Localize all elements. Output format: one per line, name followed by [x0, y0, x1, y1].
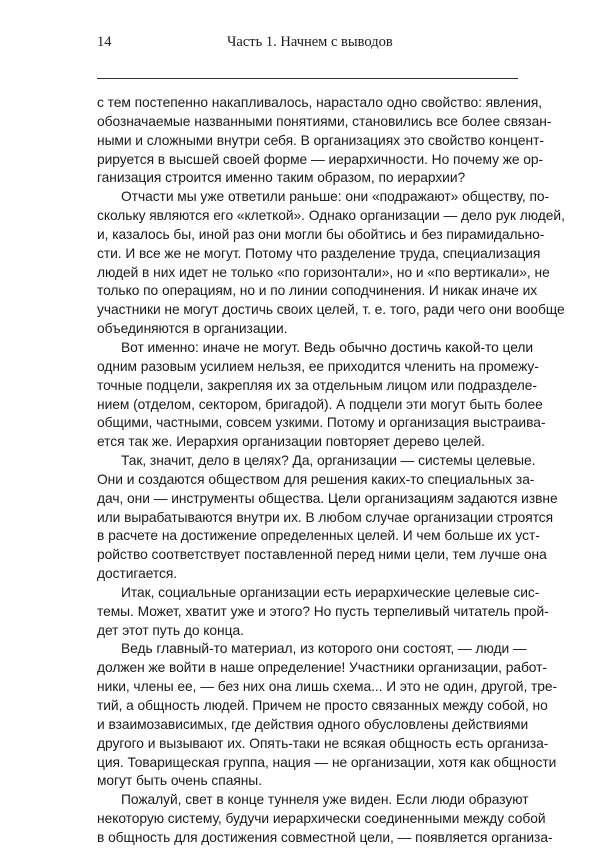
paragraph [97, 640, 558, 791]
text-line: Они и создаются обществом для решения каких-то специальных за- [97, 471, 535, 487]
text-line: тий, а общность людей. Причем не просто связанных между собой, но [97, 698, 548, 713]
text-line: сти. И все же не могут. Потому что разделение труда, специализация [97, 245, 541, 261]
text-line: некоторую систему, будучи иерархически соединенными между собой [97, 811, 546, 827]
paragraph [97, 791, 553, 848]
text-line: Итак, социальные организации есть иерархические целевые сис- [121, 584, 540, 600]
book-page [97, 30, 565, 845]
text-line: и взаимозависимых, где действия одного обусловлены действиями [97, 716, 529, 732]
text-line: ется так же. Иерархия организации повторяет дерево целей. [97, 434, 485, 450]
text-line: ганизация строится именно таким образом, по иерархии? [97, 170, 466, 186]
text-line: в расчете на достижение определенных целей. И чем больше их уст- [97, 528, 540, 544]
text-line: ройство соответствует поставленной перед ними цели, тем лучше она [97, 547, 547, 563]
text-line: участники не могут достичь своих целей, т. е. того, ради чего они вообще [97, 302, 565, 318]
text-line: ными и сложными внутри себя. В организациях это свойство концент- [97, 132, 544, 148]
paragraph [97, 339, 546, 452]
text-line: должен же войти в наше определение! Участники организации, работ- [97, 660, 547, 676]
text-line: Так, значит, дело в целях? Да, организации — системы целевые. [121, 453, 536, 469]
text-line: дач, они — инструменты общества. Цели организациям задаются извне [97, 490, 558, 506]
text-line: скольку являются его «клеткой». Однако организации — дело рук людей, [97, 208, 565, 224]
text-line: обозначаемые названными понятиями, становились все более связан- [97, 113, 552, 129]
text-line: только по операциям, но и по линии соподчинения. И никак иначе их [97, 283, 538, 299]
text-line: Пожалуй, свет в конце туннеля уже виден. Если люди образуют [121, 792, 529, 808]
text-line: Ведь главный-то материал, из которого они состоят, — люди — [121, 641, 527, 657]
text-line: темы. Может, хватит уже и этого? Но пусть терпеливый читатель прой- [97, 603, 549, 619]
text-line: другого и вызывают их. Опять-таки не всякая общность есть организа- [97, 735, 549, 751]
text-line: Вот именно: иначе не могут. Ведь обычно достичь какой-то цели [121, 339, 534, 355]
text-line: людей в них идет не только «по горизонтали», но и «по вертикали», не [97, 264, 550, 280]
paragraph [97, 584, 549, 641]
text-line: могут быть очень спаяны. [97, 773, 262, 789]
running-title: Часть 1. Начнем с выводов [227, 34, 393, 50]
text-line: в общность для достижения совместной цели, — появляется организа- [97, 829, 553, 845]
paragraph [97, 452, 558, 584]
header-rule [97, 78, 518, 79]
text-line: одним разовым усилием нельзя, ее приходится членить на промежу- [97, 358, 539, 374]
body-text [97, 94, 565, 848]
text-line: объединяются в организации. [97, 321, 288, 337]
text-line: Отчасти мы уже ответили раньше: они «подражают» обществу, по- [121, 189, 550, 205]
text-line: ция. Товарищеская группа, нация — не организации, хотя как общности [97, 754, 557, 770]
text-line: и, казалось бы, иной раз они могли бы обойтись и без пирамидально- [97, 226, 545, 242]
running-head [97, 30, 518, 52]
text-line: ники, члены ее, — без них она лишь схема... И это не один, другой, тре- [97, 679, 558, 695]
paragraph [97, 188, 565, 339]
text-line: достигается. [97, 566, 178, 582]
text-line: общими, частными, совсем узкими. Потому и организация выстраива- [97, 415, 546, 431]
paragraph [97, 94, 552, 188]
text-line: дет этот путь до конца. [97, 622, 244, 638]
text-line: или вырабатываются внутри их. В любом случае организации строятся [97, 509, 554, 525]
text-line: с тем постепенно накапливалось, нарастало одно свойство: явления, [97, 95, 543, 110]
page-number: 14 [97, 34, 112, 50]
text-line: рируется в высшей своей форме — иерархичности. Но почему же ор- [97, 151, 544, 167]
text-line: точные подцели, закрепляя их за отдельным лицом или подразделе- [97, 377, 537, 393]
text-line: нием (отделом, сектором, бригадой). А подцели эти могут быть более [97, 396, 543, 412]
